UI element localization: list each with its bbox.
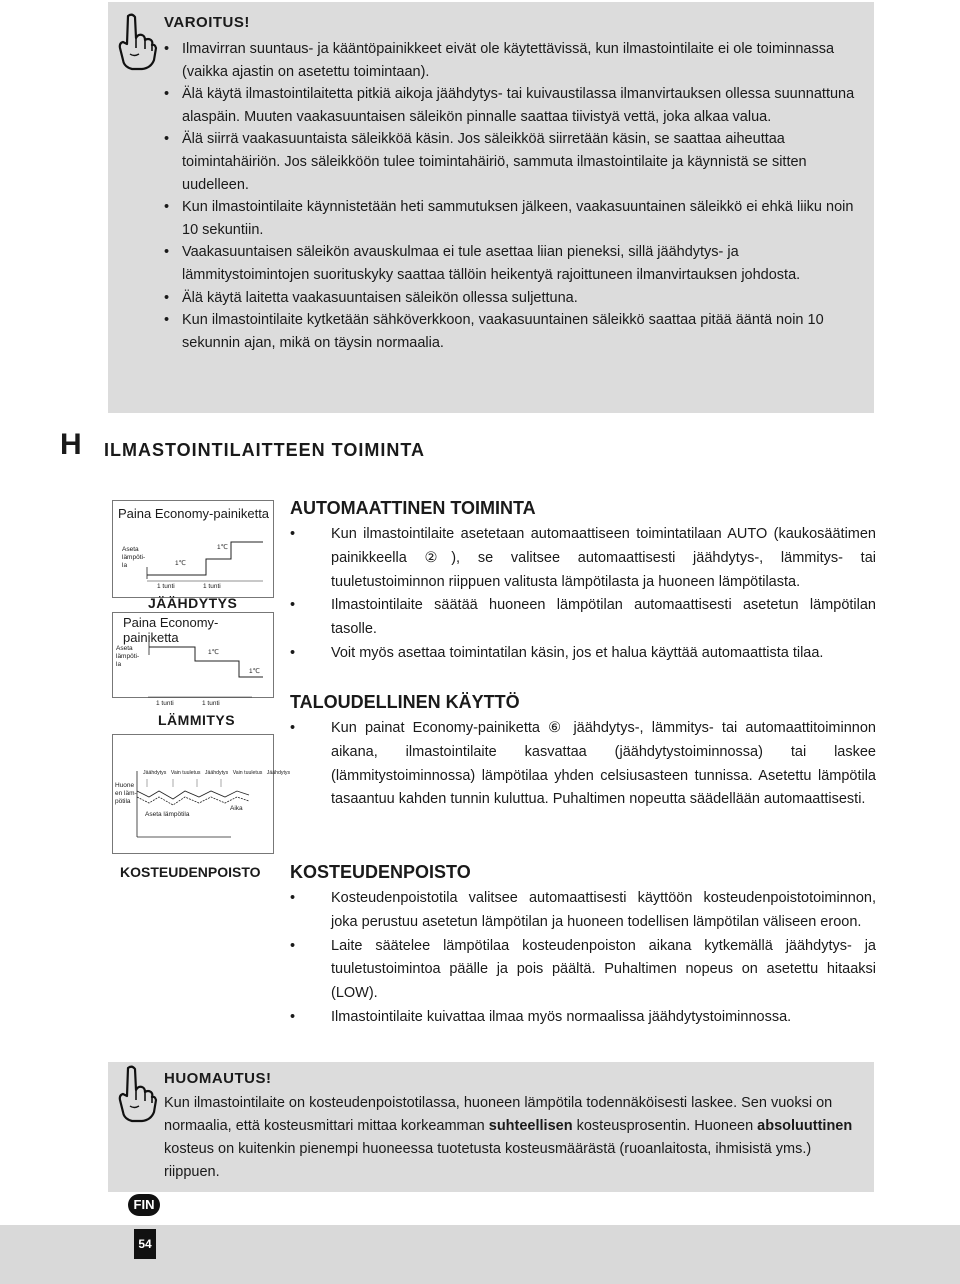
list-item: • Vaakasuuntaisen säleikön avauskulmaa ei tule asettaa liian pieneksi, sillä jäähdytys- ja lämmitystoimintojen suorituskyky saattaa tällöin heikentyä rajoittuneen ilmanvirtauksen johdosta. bbox=[160, 241, 860, 286]
list-item: • Kosteudenpoistotila valitsee automaattisesti käyttöön kosteudenpoistotoiminnon, joka perustuu asetetun lämpötilan ja huoneen todellisen lämpötilan väliseen eroon. bbox=[290, 887, 876, 935]
section-letter: H bbox=[60, 428, 82, 461]
dehum-mode: Jäähdytys bbox=[143, 770, 167, 776]
heating-header: Paina Economy-painiketta bbox=[123, 615, 219, 645]
pointing-hand-icon bbox=[114, 12, 158, 72]
heating-ylabel: Aseta lämpöti-la bbox=[116, 645, 140, 668]
note-text bbox=[164, 1092, 864, 1184]
heating-diagram bbox=[112, 612, 274, 698]
list-item: • Kun ilmastointilaite asetetaan automaattiseen toimintatilaan AUTO (kaukosäätimen painikkeella ②), se valitsee automaattisesti jäähdytys-, lämmitys- tai tuuletustoiminnon riippuen valitusta lämpötilasta ja huoneen lämpötilasta. bbox=[290, 523, 876, 594]
language-badge: FIN bbox=[128, 1194, 160, 1216]
cooling-header: Paina Economy-painiketta bbox=[118, 506, 270, 521]
list-item: • Ilmavirran suuntaus- ja kääntöpainikkeet eivät ole käytettävissä, kun ilmastointilaite ei ole toiminnassa (vaikka ajastin on asetettu toimintaan). bbox=[160, 38, 860, 83]
heating-time2: 1 tunti bbox=[202, 700, 220, 707]
warning-title: VAROITUS! bbox=[164, 14, 250, 31]
pointing-hand-icon bbox=[114, 1064, 158, 1124]
list-item: • Älä käytä laitetta vaakasuuntaisen säleikön ollessa suljettuna. bbox=[160, 287, 860, 310]
cooling-ylabel: Aseta lämpöti-la bbox=[122, 546, 146, 569]
dehum-ylabel: Huone en läm-pötila bbox=[115, 782, 137, 805]
list-item: • Kun ilmastointilaite kytketään sähköverkkoon, vaakasuuntainen säleikkö saattaa pitää ääntä noin 10 sekunnin ajan, mikä on täysin normaalia. bbox=[160, 309, 860, 354]
dehum-caption: KOSTEUDENPOISTO bbox=[120, 864, 261, 880]
dehum-diagram bbox=[112, 734, 291, 854]
list-item: • Älä siirrä vaakasuuntaista säleikköä käsin. Jos säleikköä siirretään käsin, se saattaa aiheuttaa toimintahäiriön. Jos säleikköön tulee toimintahäiriö, sammuta ilmastointilaite ja käynnistä se sitten uudelleen. bbox=[160, 128, 860, 196]
heating-step-graph bbox=[113, 635, 273, 697]
economy-title: TALOUDELLINEN KÄYTTÖ bbox=[290, 692, 520, 712]
heating-caption: LÄMMITYS bbox=[158, 712, 236, 728]
cooling-time1: 1 tunti bbox=[157, 583, 175, 590]
note-emphasis: absoluuttinen bbox=[757, 1118, 853, 1134]
heating-time-axis bbox=[140, 694, 260, 700]
note-text-part: kosteus on kuitenkin pienempi huoneessa tuotetusta kosteusmäärästä (ruoanlaitosta, ihmisistä yms.) riippuen. bbox=[164, 1141, 812, 1180]
dehum-wave-graph bbox=[113, 767, 273, 853]
cooling-delta1: 1℃ bbox=[175, 560, 186, 567]
heating-time1: 1 tunti bbox=[156, 700, 174, 707]
auto-title: AUTOMAATTINEN TOIMINTA bbox=[290, 498, 536, 518]
dehumid-title: KOSTEUDENPOISTO bbox=[290, 862, 471, 882]
cooling-caption: JÄÄHDYTYS bbox=[148, 595, 238, 611]
auto-list bbox=[290, 523, 876, 666]
cooling-time2: 1 tunti bbox=[203, 583, 221, 590]
economy-section bbox=[290, 692, 876, 812]
page-number: 54 bbox=[134, 1229, 156, 1259]
cooling-step-graph bbox=[113, 525, 273, 597]
cooling-diagram bbox=[112, 500, 274, 598]
list-item: • Kun ilmastointilaite käynnistetään heti sammutuksen jälkeen, vaakasuuntainen säleikkö ei ehkä liiku noin 10 sekuntiin. bbox=[160, 196, 860, 241]
dehumid-section bbox=[290, 862, 876, 1030]
list-item: • Voit myös asettaa toimintatilan käsin, jos et halua käyttää automaattista tilaa. bbox=[290, 642, 876, 666]
dehum-mode: Jäähdytys bbox=[266, 770, 291, 776]
dehumid-list bbox=[290, 887, 876, 1030]
dehum-mode: Jäähdytys bbox=[204, 770, 229, 776]
list-item: • Kun painat Economy-painiketta ⑥ jäähdytys-, lämmitys- tai automaattitoiminnon aikana, ilmastointilaite kasvattaa (jäähdytystoiminnossa) tai laskee (lämmitystoiminnossa) lämpötilaa yhden celsiusasteen tunnissa. Asetettu lämpötila tasaantuu kahden tunnin kuluttua. Puhaltimen nopeutta säädellään automaattisesti. bbox=[290, 717, 876, 812]
list-item: • Ilmastointilaite säätää huoneen lämpötilan automaattisesti asetetun lämpötilan tasolle. bbox=[290, 594, 876, 642]
note-text-part: Kun ilmastointilaite on kosteudenpoistotilassa, huoneen lämpötila todennäköisesti laskee. Sen vuoksi on normaalia, että kosteusmittari mittaa korkeamman bbox=[164, 1095, 833, 1134]
note-emphasis: suhteellisen bbox=[488, 1118, 573, 1134]
list-item: • Laite säätelee lämpötilaa kosteudenpoiston aikana kytkemällä jäähdytys- ja tuuletustoimintoa päälle ja pois päältä. Puhaltimen nopeus on asetettu hitaaksi (LOW). bbox=[290, 935, 876, 1006]
cooling-delta2: 1℃ bbox=[217, 544, 228, 551]
warning-box bbox=[108, 2, 874, 413]
note-box bbox=[108, 1062, 874, 1192]
section-title: ILMASTOINTILAITTEEN TOIMINTA bbox=[104, 440, 425, 460]
dehum-mode: Vain tuuletus bbox=[232, 770, 263, 776]
dehum-time-label: Aika bbox=[230, 805, 243, 812]
heating-delta1: 1℃ bbox=[208, 649, 219, 656]
note-text-part: kosteusprosentin. Huoneen bbox=[572, 1118, 758, 1134]
economy-list bbox=[290, 717, 876, 812]
auto-section bbox=[290, 498, 876, 666]
dehum-set-label: Aseta lämpötila bbox=[145, 811, 190, 818]
heating-delta2: 1℃ bbox=[249, 668, 260, 675]
list-item: • Älä käytä ilmastointilaitetta pitkiä aikoja jäähdytys- tai kuivaustilassa ilmanvirtauksen ollessa suunnattuna alaspäin. Muuten vaakasuuntaisen säleikön pinnalle saattaa tiivistyä vettä, joka alkaa valua. bbox=[160, 83, 860, 128]
list-item: • Ilmastointilaite kuivattaa ilmaa myös normaalissa jäähdytystoiminnossa. bbox=[290, 1006, 876, 1030]
dehum-mode: Vain tuuletus bbox=[170, 770, 201, 776]
note-title: HUOMAUTUS! bbox=[164, 1070, 272, 1087]
warning-list bbox=[160, 38, 860, 354]
